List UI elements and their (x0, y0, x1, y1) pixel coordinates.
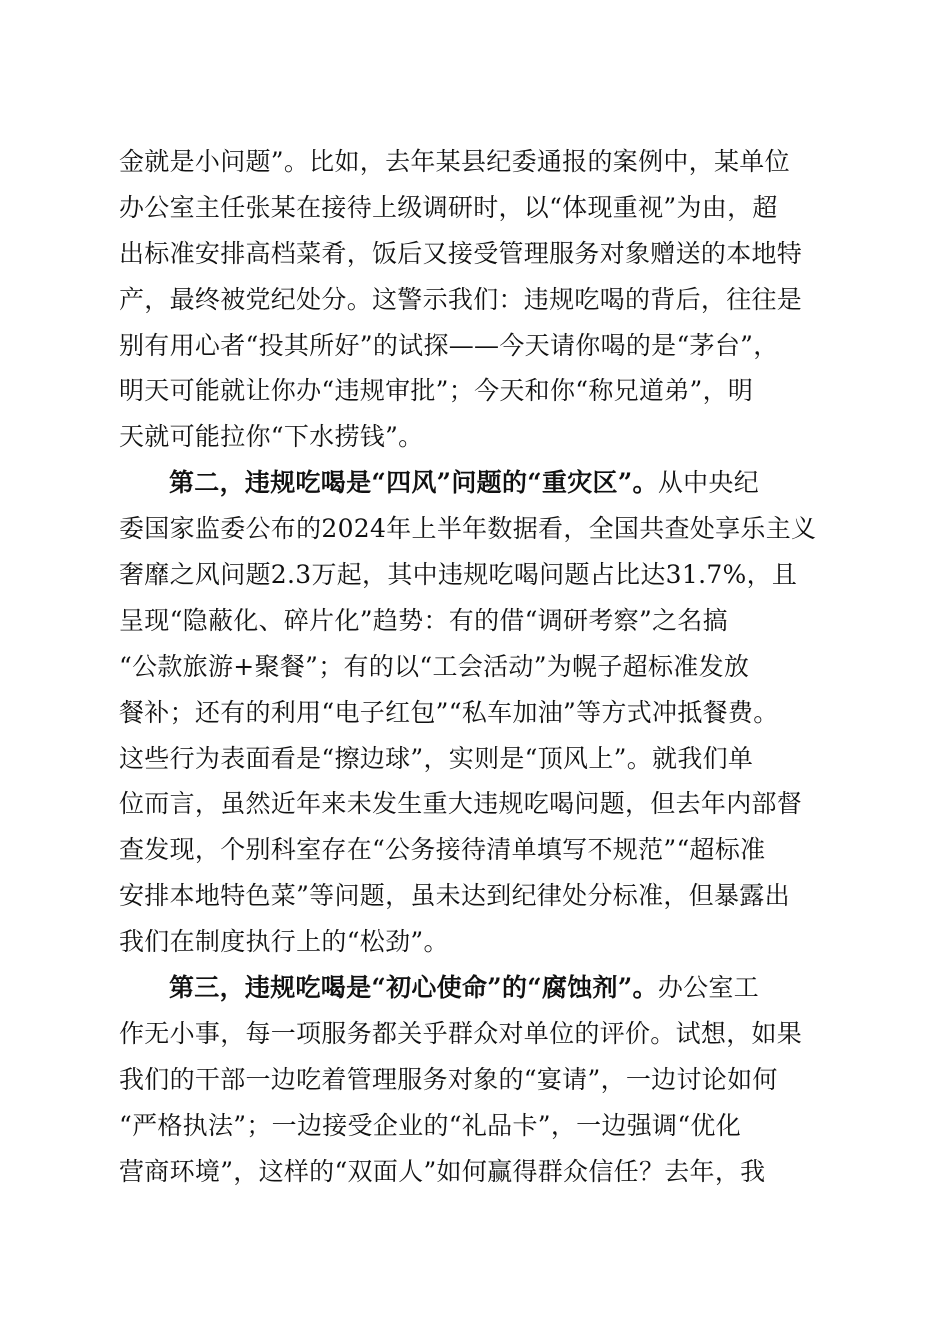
text-line: 奢靡之风问题2.3万起，其中违规吃喝问题占比达31.7%，且 (119, 560, 798, 590)
text-line: 委国家监委公布的2024年上半年数据看，全国共查处享乐主义 (119, 514, 817, 544)
paragraph-2 (119, 460, 831, 965)
text-line: 我们在制度执行上的“松劲”。 (119, 927, 449, 957)
text-line: 位而言，虽然近年来未发生重大违规吃喝问题，但去年内部督 (119, 789, 803, 819)
text-line: 餐补；还有的利用“电子红包”“私车加油”等方式冲抵餐费。 (119, 697, 779, 727)
document-body (119, 139, 831, 1194)
paragraph-first-line (119, 460, 831, 506)
text-line: 营商环境”，这样的“双面人”如何赢得群众信任？去年，我 (119, 1156, 766, 1186)
text-line: 呈现“隐蔽化、碎片化”趋势：有的借“调研考察”之名搞 (119, 605, 728, 635)
text-line: 明天可能就让你办“违规审批”；今天和你“称兄道弟”，明 (119, 376, 754, 406)
text-line: 别有用心者“投其所好”的试探——今天请你喝的是“茅台”， (119, 330, 779, 360)
paragraph-1 (119, 139, 831, 460)
text-line: 查发现，个别科室存在“公务接待清单填写不规范”“超标准 (119, 835, 766, 865)
section-heading-second: 第二，违规吃喝是“四风”问题的“重灾区”。 (169, 468, 658, 498)
text-line: 出标准安排高档菜肴，饭后又接受管理服务对象赠送的本地特 (119, 238, 803, 268)
text-line: 作无小事，每一项服务都关乎群众对单位的评价。试想，如果 (119, 1018, 803, 1048)
text-line: 产，最终被党纪处分。这警示我们：违规吃喝的背后，往往是 (119, 284, 803, 314)
paragraph-3 (119, 965, 831, 1194)
section-heading-third: 第三，违规吃喝是“初心使命”的“腐蚀剂”。 (169, 973, 658, 1003)
text-line: 办公室主任张某在接待上级调研时，以“体现重视”为由，超 (119, 192, 778, 222)
text-line: 安排本地特色菜”等问题，虽未达到纪律处分标准，但暴露出 (119, 881, 790, 911)
text-line: 这些行为表面看是“擦边球”，实则是“顶风上”。就我们单 (119, 743, 754, 773)
text-line: 金就是小问题”。比如，去年某县纪委通报的案例中，某单位 (119, 147, 790, 176)
paragraph-first-line (119, 965, 831, 1011)
text-run: 从中央纪 (657, 468, 760, 498)
text-line: “严格执法”；一边接受企业的“礼品卡”，一边强调“优化 (119, 1110, 742, 1140)
text-run: 办公室工 (657, 973, 760, 1003)
text-line: 天就可能拉你“下水捞钱”。 (119, 422, 424, 452)
text-line: “公款旅游+聚餐”；有的以“工会活动”为幌子超标准发放 (119, 651, 750, 681)
text-line: 我们的干部一边吃着管理服务对象的“宴请”，一边讨论如何 (119, 1064, 778, 1094)
